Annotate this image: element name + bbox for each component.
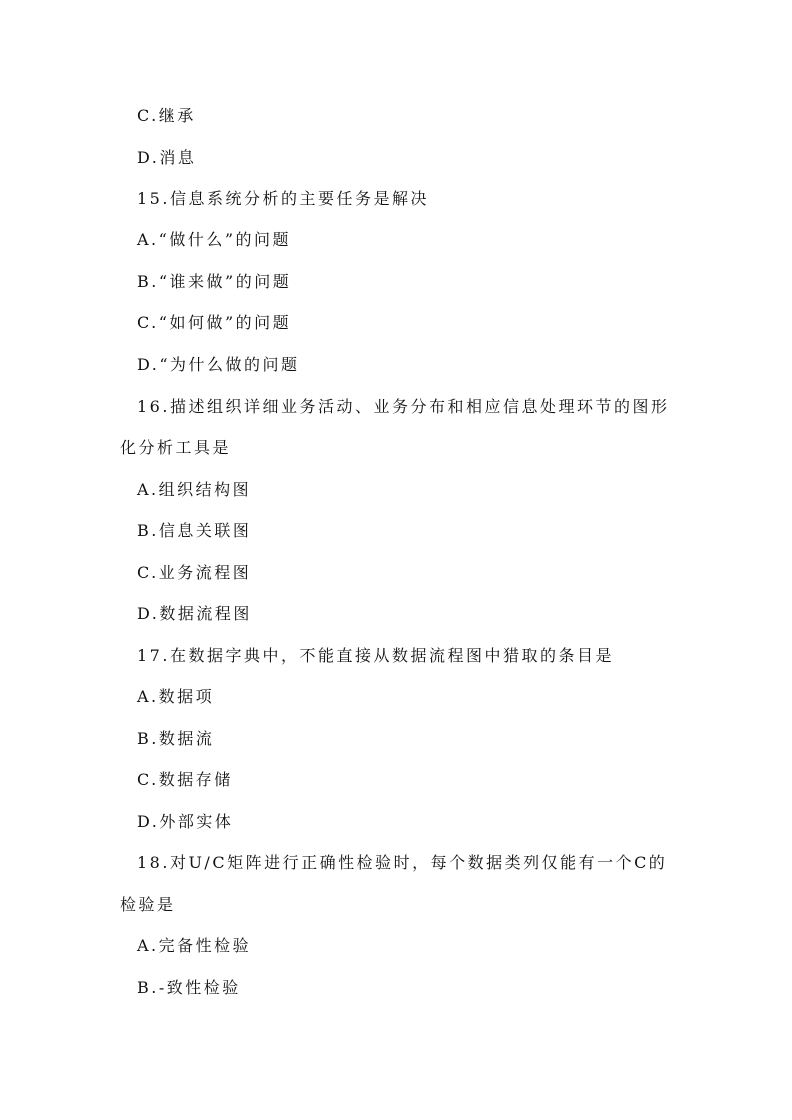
question-17: 17.在数据字典中，不能直接从数据流程图中猎取的条目是 bbox=[137, 646, 614, 665]
option-c-inheritance: C.继承 bbox=[137, 106, 196, 125]
q17-option-b: B.数据流 bbox=[137, 729, 215, 748]
q15-option-b: B.“谁来做”的问题 bbox=[137, 272, 292, 291]
q16-option-d: D.数据流程图 bbox=[137, 604, 252, 623]
question-16-continued: 化分析工具是 bbox=[120, 438, 232, 457]
option-d-message: D.消息 bbox=[137, 148, 197, 167]
q16-option-c: C.业务流程图 bbox=[137, 563, 252, 582]
q17-option-a: A.数据项 bbox=[137, 687, 215, 706]
question-18: 18.对U/C矩阵进行正确性检验时，每个数据类列仅能有一个C的 bbox=[137, 853, 668, 872]
q18-option-a: A.完备性检验 bbox=[137, 936, 252, 955]
q15-option-a: A.“做什么”的问题 bbox=[137, 230, 292, 249]
question-18-continued: 检验是 bbox=[120, 895, 176, 914]
q17-option-c: C.数据存储 bbox=[137, 770, 233, 789]
q15-option-d: D.“为什么做的问题 bbox=[137, 355, 300, 374]
q16-option-a: A.组织结构图 bbox=[137, 480, 252, 499]
question-15: 15.信息系统分析的主要任务是解决 bbox=[137, 189, 429, 208]
q17-option-d: D.外部实体 bbox=[137, 812, 234, 831]
q15-option-c: C.“如何做”的问题 bbox=[137, 313, 292, 332]
q16-option-b: B.信息关联图 bbox=[137, 521, 252, 540]
q18-option-b: B.-致性检验 bbox=[137, 978, 241, 997]
question-16: 16.描述组织详细业务活动、业务分布和相应信息处理环节的图形 bbox=[137, 397, 670, 416]
